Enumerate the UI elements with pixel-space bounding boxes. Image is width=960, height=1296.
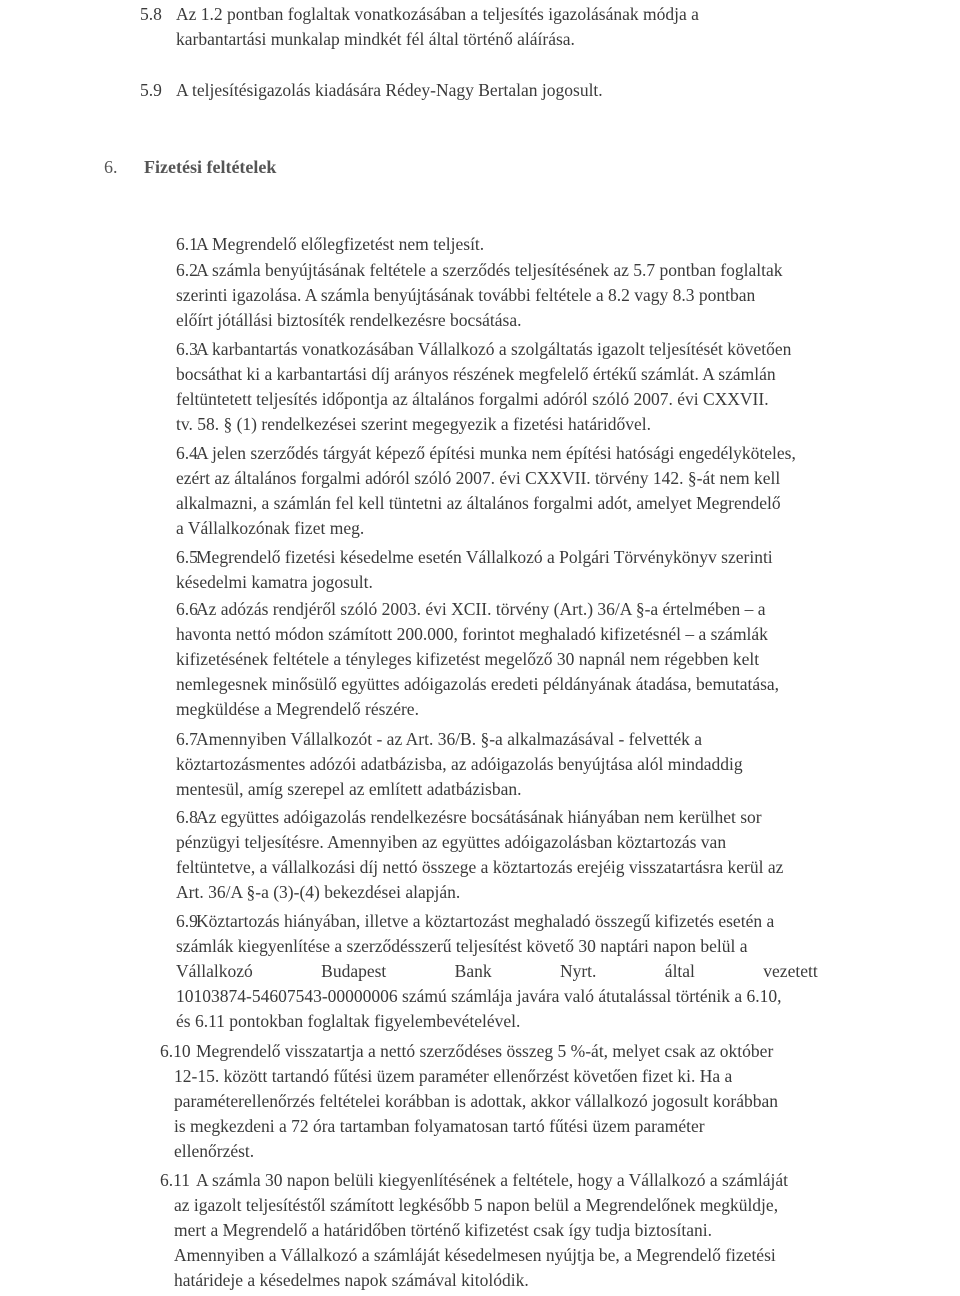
- clause-text-line: mentesül, amíg szerepel az említett adatbázisban.: [176, 779, 522, 799]
- clause-number: 6.9: [176, 911, 198, 931]
- clause-text-line: számlák kiegyenlítése a szerződésszerű teljesítést követő 30 naptári napon belül a: [176, 936, 748, 956]
- clause-text-line: 10103874-54607543-00000006 számú számlája javára való átutalással történik a 6.10,: [176, 986, 782, 1006]
- section-number: 6.: [104, 157, 118, 177]
- clause-text-line: ellenőrzést.: [174, 1141, 255, 1161]
- clause-text-line: köztartozásmentes adózói adatbázisba, az adóigazolás benyújtása alól mindaddig: [176, 754, 743, 774]
- clause-6-4: [176, 441, 948, 541]
- clause-text-line: a Vállalkozónak fizet meg.: [176, 518, 365, 538]
- clause-text-line: bocsáthat ki a karbantartási díj arányos részének megfelelő értékű számlát. A számlán: [176, 364, 776, 384]
- clause-text-line: Köztartozás hiányában, illetve a köztartozást meghaladó összegű kifizetés esetén a: [196, 911, 775, 931]
- clause-6-11: [160, 1168, 948, 1293]
- clause-6-7: [176, 727, 948, 802]
- clause-text-line: A számla 30 napon belüli kiegyenlítésének a feltétele, hogy a Vállalkozó a számláját: [196, 1170, 789, 1190]
- clause-text-line: mert a Megrendelő a határidőben történő kifizetést csak így tudja biztosítani.: [174, 1220, 712, 1240]
- clause-number: 6.8: [176, 807, 198, 827]
- clause-6-9: [176, 909, 948, 1034]
- clause-text-line: Megrendelő fizetési késedelme esetén Vállalkozó a Polgári Törvénykönyv szerinti: [196, 547, 773, 567]
- clause-text-line: ezért az általános forgalmi adóról szóló 2007. évi CXXVII. törvény 142. §-át nem kell: [176, 468, 781, 488]
- clause-text-line: A karbantartás vonatkozásában Vállalkozó a szolgáltatás igazolt teljesítését követően: [196, 339, 792, 359]
- clause-text-line: előírt jótállási biztosíték rendelkezésre bocsátása.: [176, 310, 522, 330]
- clause-number: 5.9: [140, 80, 162, 100]
- clause-number: 6.11: [160, 1170, 190, 1190]
- clause-number: 5.8: [140, 4, 162, 24]
- clause-number: 6.2: [176, 260, 198, 280]
- clause-5-8: [140, 2, 948, 52]
- clause-6-10: [160, 1039, 948, 1164]
- clause-text-line: megküldése a Megrendelő részére.: [176, 699, 419, 719]
- clause-text-line: Art. 36/A §-a (3)-(4) bekezdései alapján.: [176, 882, 461, 902]
- clause-text-line: pénzügyi teljesítésre. Amennyiben az együttes adóigazolásban köztartozás van: [176, 832, 727, 852]
- clause-number: 6.6: [176, 599, 198, 619]
- clause-text-line: A teljesítésigazolás kiadására Rédey-Nagy Bertalan jogosult.: [176, 80, 603, 100]
- clause-6-8: [176, 805, 948, 905]
- clause-number: 6.7: [176, 729, 198, 749]
- clause-text-line: tv. 58. § (1) rendelkezései szerint megegyezik a fizetési határidővel.: [176, 414, 652, 434]
- clause-text-line: A jelen szerződés tárgyát képező építési munka nem építési hatósági engedélyköteles,: [196, 443, 796, 463]
- clause-text-line: határideje a késedelmes napok számával kitolódik.: [174, 1270, 529, 1290]
- clause-text-line: is megkezdeni a 72 óra tartamban folyamatosan tartó fűtési üzem paraméter: [174, 1116, 705, 1136]
- section-title: Fizetési feltételek: [144, 157, 277, 177]
- clause-number: 6.4: [176, 443, 198, 463]
- clause-text-line: kifizetésének feltétele a tényleges kifizetést megelőző 30 napnál nem régebben kelt: [176, 649, 760, 669]
- clause-text-line: feltüntetett teljesítés időpontja az általános forgalmi adóról szóló 2007. évi CXXVII.: [176, 389, 769, 409]
- clause-text-line: A számla benyújtásának feltétele a szerződés teljesítésének az 5.7 pontban foglaltak: [196, 260, 783, 280]
- clause-text-line: az igazolt teljesítéstől számított legkésőbb 5 napon belül a Megrendelőnek megküldje,: [174, 1195, 779, 1215]
- clause-text-line: feltüntetve, a vállalkozási díj nettó összege a köztartozás erejéig visszatartásra kerül az: [176, 857, 784, 877]
- clause-text-line: késedelmi kamatra jogosult.: [176, 572, 373, 592]
- clause-text-line: paraméterellenőrzés feltételei korábban is adottak, akkor vállalkozó jogosult korábban: [174, 1091, 778, 1111]
- clause-text-line: és 6.11 pontokban foglaltak figyelembevételével.: [176, 1011, 521, 1031]
- clause-6-5: [176, 545, 948, 595]
- clause-number: 6.3: [176, 339, 198, 359]
- clause-text-line: szerinti igazolása. A számla benyújtásának további feltétele a 8.2 vagy 8.3 pontban: [176, 285, 756, 305]
- clause-text-line: Az együttes adóigazolás rendelkezésre bocsátásának hiányában nem kerülhet sor: [196, 807, 762, 827]
- clause-6-1: [176, 232, 948, 257]
- clause-text-line: Amennyiben Vállalkozót - az Art. 36/B. §-a alkalmazásával - felvették a: [196, 729, 703, 749]
- clause-text-line: 12-15. között tartandó fűtési üzem paraméter ellenőrzést követően fizet ki. Ha a: [174, 1066, 733, 1086]
- clause-text-line: karbantartási munkalap mindkét fél által történő aláírása.: [176, 29, 575, 49]
- clause-number: 6.5: [176, 547, 198, 567]
- clause-text-line: Az adózás rendjéről szóló 2003. évi XCII. törvény (Art.) 36/A §-a értelmében – a: [196, 599, 766, 619]
- clause-text-line: Megrendelő visszatartja a nettó szerződéses összeg 5 %-át, melyet csak az október: [196, 1041, 774, 1061]
- clause-text-line: Amennyiben a Vállalkozó a számláját késedelmesen nyújtja be, a Megrendelő fizetési: [174, 1245, 776, 1265]
- clause-text-line: nemlegesnek minősülő együttes adóigazolás eredeti példányának átadása, bemutatása,: [176, 674, 780, 694]
- clause-6-3: [176, 337, 948, 437]
- clause-text-line: Az 1.2 pontban foglaltak vonatkozásában a teljesítés igazolásának módja a: [176, 4, 699, 24]
- clause-6-2: [176, 258, 948, 333]
- clause-text-line: A Megrendelő előlegfizetést nem teljesít.: [196, 234, 485, 254]
- clause-text-line: Vállalkozó Budapest Bank Nyrt. által vezetett: [176, 961, 818, 981]
- clause-6-6: [176, 597, 948, 722]
- clause-number: 6.10: [160, 1041, 191, 1061]
- clause-5-9: [140, 78, 948, 103]
- section-heading: [104, 155, 276, 180]
- clause-text-line: alkalmazni, a számlán fel kell tüntetni az általános forgalmi adót, amelyet Megrendelő: [176, 493, 781, 513]
- clause-number: 6.1: [176, 234, 198, 254]
- clause-text-line: havonta nettó módon számított 200.000, forintot meghaladó kifizetésnél – a számlák: [176, 624, 768, 644]
